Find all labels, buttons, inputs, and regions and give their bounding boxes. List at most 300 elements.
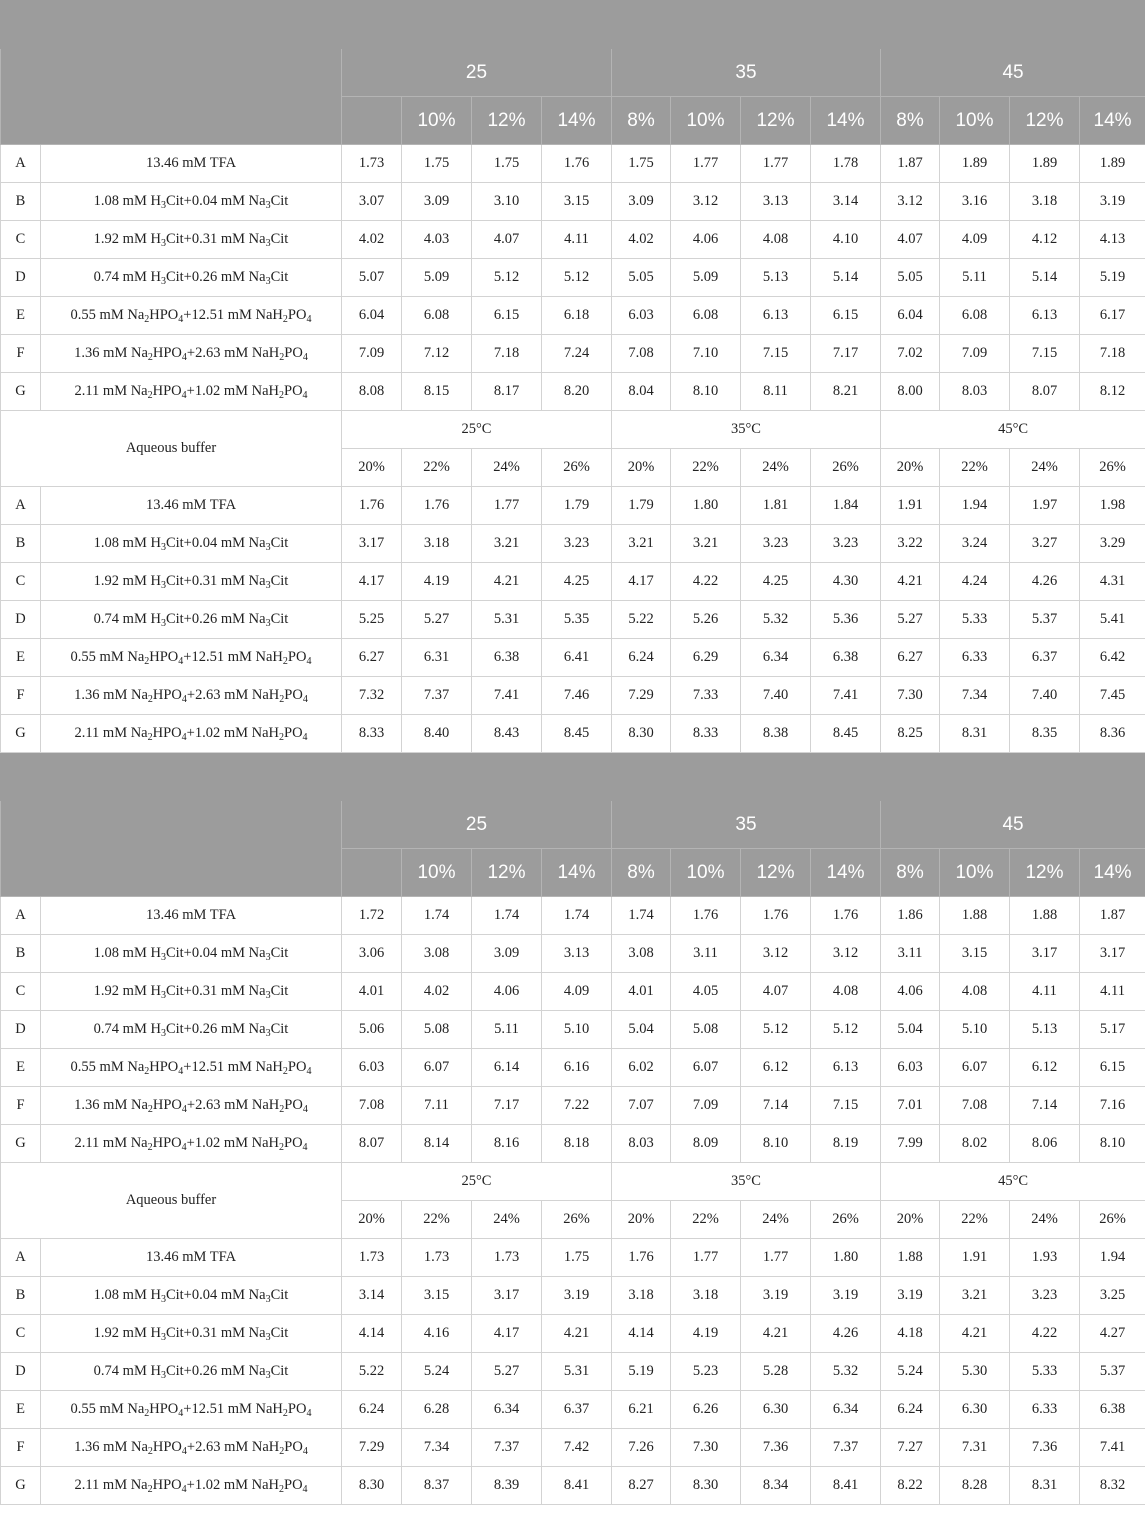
table-row (1, 297, 1145, 335)
value-cell: 8.27 (612, 1467, 671, 1505)
value-cell: 5.05 (612, 259, 671, 297)
value-cell: 8.41 (542, 1467, 612, 1505)
value-cell: 3.23 (542, 525, 612, 563)
value-cell: 1.76 (741, 897, 811, 935)
value-cell: 3.25 (1080, 1277, 1145, 1315)
value-cell: 3.12 (881, 183, 940, 221)
table-row (1, 487, 1145, 525)
value-cell: 4.26 (811, 1315, 881, 1353)
value-cell: 6.21 (612, 1391, 671, 1429)
row-label: D (1, 601, 41, 639)
value-cell: 7.46 (542, 677, 612, 715)
value-cell: 3.13 (542, 935, 612, 973)
column-header: 8% (881, 97, 940, 145)
value-cell: 4.07 (741, 973, 811, 1011)
value-cell: 1.73 (342, 1239, 402, 1277)
value-cell: 1.87 (1080, 897, 1145, 935)
row-label: E (1, 297, 41, 335)
value-cell: 4.21 (881, 563, 940, 601)
sub-header-row (1, 1163, 1145, 1201)
value-cell: 5.07 (342, 259, 402, 297)
value-cell: 5.22 (612, 601, 671, 639)
value-cell: 3.24 (940, 525, 1010, 563)
value-cell: 3.10 (472, 183, 542, 221)
value-cell: 4.24 (940, 563, 1010, 601)
value-cell: 7.45 (1080, 677, 1145, 715)
value-cell: 1.80 (671, 487, 741, 525)
column-header: 22% (671, 449, 741, 487)
value-cell: 3.09 (612, 183, 671, 221)
buffer-composition: 0.74 mM $H_3Cit+0.26$ mM $Na_3Cit$ (41, 259, 342, 297)
value-cell: 7.08 (940, 1087, 1010, 1125)
header-blank-cell (1, 801, 342, 897)
value-cell: 8.25 (881, 715, 940, 753)
value-cell: 4.25 (741, 563, 811, 601)
value-cell: 8.30 (612, 715, 671, 753)
value-cell: 7.14 (741, 1087, 811, 1125)
table-row (1, 897, 1145, 935)
column-header: 10% (402, 97, 472, 145)
value-cell: 7.40 (1010, 677, 1080, 715)
value-cell: 3.23 (811, 525, 881, 563)
column-header: 26% (542, 449, 612, 487)
value-cell: 6.29 (671, 639, 741, 677)
value-cell: 6.04 (881, 297, 940, 335)
value-cell: 3.19 (741, 1277, 811, 1315)
temperature-header: 35°C (612, 1163, 881, 1201)
value-cell: 4.02 (342, 221, 402, 259)
column-header: 12% (472, 849, 542, 897)
table-row (1, 1049, 1145, 1087)
value-cell: 6.15 (811, 297, 881, 335)
value-cell: 6.34 (811, 1391, 881, 1429)
value-cell: 3.21 (472, 525, 542, 563)
value-cell: 1.89 (940, 145, 1010, 183)
row-label: G (1, 1467, 41, 1505)
column-header: 24% (472, 449, 542, 487)
buffer-composition: 1.36 mM $Na_2HPO_4+2.63$ mM $NaH_2PO_4$ (41, 335, 342, 373)
column-header: 26% (1080, 449, 1145, 487)
table-row (1, 1353, 1145, 1391)
value-cell: 5.12 (741, 1011, 811, 1049)
value-cell: 3.19 (881, 1277, 940, 1315)
column-header: 10% (671, 97, 741, 145)
column-header: 22% (940, 449, 1010, 487)
value-cell: 5.11 (940, 259, 1010, 297)
value-cell: 8.30 (671, 1467, 741, 1505)
value-cell: 7.36 (741, 1429, 811, 1467)
value-cell: 6.27 (881, 639, 940, 677)
value-cell: 8.37 (402, 1467, 472, 1505)
group-header-45: 45 (881, 49, 1145, 97)
temperature-header: 35°C (612, 411, 881, 449)
value-cell: 3.14 (342, 1277, 402, 1315)
value-cell: 8.40 (402, 715, 472, 753)
value-cell: 1.74 (472, 897, 542, 935)
column-header: 26% (811, 449, 881, 487)
value-cell: 1.91 (940, 1239, 1010, 1277)
row-label: A (1, 897, 41, 935)
buffer-composition: 2.11 mM $Na_2HPO_4+1.02$ mM $NaH_2PO_4$ (41, 1125, 342, 1163)
buffer-composition: 0.74 mM $H_3Cit+0.26$ mM $Na_3Cit$ (41, 601, 342, 639)
value-cell: 3.18 (671, 1277, 741, 1315)
column-header: 10% (940, 97, 1010, 145)
value-cell: 4.17 (472, 1315, 542, 1353)
value-cell: 5.04 (612, 1011, 671, 1049)
table-row (1, 335, 1145, 373)
value-cell: 7.37 (811, 1429, 881, 1467)
value-cell: 8.03 (940, 373, 1010, 411)
value-cell: 7.27 (881, 1429, 940, 1467)
value-cell: 7.37 (472, 1429, 542, 1467)
column-header: 20% (612, 1201, 671, 1239)
value-cell: 4.03 (402, 221, 472, 259)
value-cell: 5.23 (671, 1353, 741, 1391)
column-header: 20% (881, 1201, 940, 1239)
column-header: 20% (342, 449, 402, 487)
value-cell: 5.09 (671, 259, 741, 297)
value-cell: 7.09 (671, 1087, 741, 1125)
row-label: B (1, 525, 41, 563)
value-cell: 6.38 (811, 639, 881, 677)
value-cell: 3.11 (881, 935, 940, 973)
value-cell: 4.01 (612, 973, 671, 1011)
value-cell: 3.21 (940, 1277, 1010, 1315)
value-cell: 7.02 (881, 335, 940, 373)
value-cell: 7.17 (472, 1087, 542, 1125)
value-cell: 4.13 (1080, 221, 1145, 259)
value-cell: 5.10 (940, 1011, 1010, 1049)
temperature-header: 45°C (881, 1163, 1145, 1201)
value-cell: 8.28 (940, 1467, 1010, 1505)
row-label: A (1, 1239, 41, 1277)
value-cell: 1.98 (1080, 487, 1145, 525)
value-cell: 1.72 (342, 897, 402, 935)
value-cell: 6.38 (1080, 1391, 1145, 1429)
value-cell: 6.08 (402, 297, 472, 335)
value-cell: 3.15 (940, 935, 1010, 973)
value-cell: 7.14 (1010, 1087, 1080, 1125)
value-cell: 8.11 (741, 373, 811, 411)
value-cell: 7.22 (542, 1087, 612, 1125)
value-cell: 3.19 (811, 1277, 881, 1315)
value-cell: 8.36 (1080, 715, 1145, 753)
value-cell: 7.41 (472, 677, 542, 715)
value-cell: 6.07 (402, 1049, 472, 1087)
value-cell: 5.31 (472, 601, 542, 639)
table-row (1, 1125, 1145, 1163)
value-cell: 1.76 (342, 487, 402, 525)
column-header: 14% (1080, 97, 1145, 145)
value-cell: 7.33 (671, 677, 741, 715)
temperature-header: 25°C (342, 411, 612, 449)
group-header-35: 35 (612, 801, 881, 849)
value-cell: 6.26 (671, 1391, 741, 1429)
value-cell: 3.23 (1010, 1277, 1080, 1315)
row-label: E (1, 639, 41, 677)
column-header: 8% (612, 97, 671, 145)
value-cell: 7.18 (472, 335, 542, 373)
row-label: C (1, 973, 41, 1011)
value-cell: 3.29 (1080, 525, 1145, 563)
value-cell: 4.08 (940, 973, 1010, 1011)
value-cell: 6.08 (671, 297, 741, 335)
value-cell: 7.40 (741, 677, 811, 715)
value-cell: 4.17 (612, 563, 671, 601)
value-cell: 5.09 (402, 259, 472, 297)
value-cell: 5.14 (811, 259, 881, 297)
value-cell: 3.17 (1010, 935, 1080, 973)
value-cell: 8.10 (671, 373, 741, 411)
value-cell: 6.33 (1010, 1391, 1080, 1429)
value-cell: 6.31 (402, 639, 472, 677)
value-cell: 1.73 (402, 1239, 472, 1277)
value-cell: 5.17 (1080, 1011, 1145, 1049)
value-cell: 7.08 (612, 335, 671, 373)
value-cell: 1.94 (940, 487, 1010, 525)
value-cell: 6.37 (542, 1391, 612, 1429)
value-cell: 5.08 (402, 1011, 472, 1049)
buffer-composition: 13.46 mM TFA (41, 897, 342, 935)
buffer-composition: 1.08 mM $H_3Cit+0.04$ mM $Na_3Cit$ (41, 525, 342, 563)
sub-header-row (1, 411, 1145, 449)
column-header: 24% (741, 449, 811, 487)
value-cell: 3.15 (402, 1277, 472, 1315)
buffer-composition: 0.55 mM $Na_2HPO_4+12.51$ mM $NaH_2PO_4$ (41, 639, 342, 677)
column-header: 26% (811, 1201, 881, 1239)
column-header: 14% (811, 97, 881, 145)
value-cell: 5.37 (1080, 1353, 1145, 1391)
value-cell: 6.13 (741, 297, 811, 335)
column-header: 14% (542, 97, 612, 145)
value-cell: 1.84 (811, 487, 881, 525)
value-cell: 3.09 (402, 183, 472, 221)
value-cell: 3.08 (612, 935, 671, 973)
value-cell: 4.27 (1080, 1315, 1145, 1353)
value-cell: 8.09 (671, 1125, 741, 1163)
value-cell: 1.77 (741, 145, 811, 183)
value-cell: 6.34 (472, 1391, 542, 1429)
value-cell: 8.33 (671, 715, 741, 753)
value-cell: 6.12 (741, 1049, 811, 1087)
value-cell: 3.19 (1080, 183, 1145, 221)
table-row (1, 1315, 1145, 1353)
buffer-composition: 1.92 mM $H_3Cit+0.31$ mM $Na_3Cit$ (41, 221, 342, 259)
value-cell: 5.33 (940, 601, 1010, 639)
value-cell: 5.08 (671, 1011, 741, 1049)
value-cell: 4.02 (612, 221, 671, 259)
value-cell: 4.11 (1010, 973, 1080, 1011)
value-cell: 4.02 (402, 973, 472, 1011)
value-cell: 8.45 (811, 715, 881, 753)
value-cell: 6.30 (940, 1391, 1010, 1429)
title-bar-cell (1, 753, 1145, 801)
value-cell: 7.41 (1080, 1429, 1145, 1467)
value-cell: 6.38 (472, 639, 542, 677)
value-cell: 8.15 (402, 373, 472, 411)
value-cell: 8.16 (472, 1125, 542, 1163)
table-row (1, 677, 1145, 715)
value-cell: 1.75 (542, 1239, 612, 1277)
buffer-composition: 0.74 mM $H_3Cit+0.26$ mM $Na_3Cit$ (41, 1011, 342, 1049)
buffer-composition: 1.36 mM $Na_2HPO_4+2.63$ mM $NaH_2PO_4$ (41, 1087, 342, 1125)
value-cell: 3.17 (472, 1277, 542, 1315)
value-cell: 7.30 (881, 677, 940, 715)
column-header: 10% (940, 849, 1010, 897)
table-row (1, 1277, 1145, 1315)
value-cell: 3.18 (402, 525, 472, 563)
row-label: B (1, 935, 41, 973)
value-cell: 3.22 (881, 525, 940, 563)
column-header (342, 849, 402, 897)
table-row (1, 1087, 1145, 1125)
title-bar-cell (1, 1, 1145, 49)
value-cell: 1.78 (811, 145, 881, 183)
value-cell: 6.41 (542, 639, 612, 677)
row-label: G (1, 715, 41, 753)
panel-title-bar (1, 753, 1145, 801)
value-cell: 5.13 (741, 259, 811, 297)
value-cell: 6.24 (612, 639, 671, 677)
value-cell: 8.19 (811, 1125, 881, 1163)
value-cell: 1.74 (542, 897, 612, 935)
buffer-composition: 13.46 mM TFA (41, 487, 342, 525)
column-header: 26% (542, 1201, 612, 1239)
table-row (1, 563, 1145, 601)
value-cell: 1.88 (940, 897, 1010, 935)
row-label: F (1, 1429, 41, 1467)
value-cell: 7.36 (1010, 1429, 1080, 1467)
value-cell: 1.88 (881, 1239, 940, 1277)
value-cell: 8.03 (612, 1125, 671, 1163)
value-cell: 4.19 (402, 563, 472, 601)
value-cell: 3.21 (671, 525, 741, 563)
column-header: 22% (671, 1201, 741, 1239)
row-label: G (1, 373, 41, 411)
value-cell: 6.30 (741, 1391, 811, 1429)
column-header: 24% (741, 1201, 811, 1239)
buffer-composition: 1.92 mM $H_3Cit+0.31$ mM $Na_3Cit$ (41, 1315, 342, 1353)
group-header-35: 35 (612, 49, 881, 97)
value-cell: 5.12 (472, 259, 542, 297)
table-row (1, 145, 1145, 183)
value-cell: 7.41 (811, 677, 881, 715)
temperature-header: 25°C (342, 1163, 612, 1201)
table-row (1, 259, 1145, 297)
value-cell: 5.12 (811, 1011, 881, 1049)
value-cell: 8.14 (402, 1125, 472, 1163)
value-cell: 7.01 (881, 1087, 940, 1125)
value-cell: 8.43 (472, 715, 542, 753)
value-cell: 1.76 (542, 145, 612, 183)
value-cell: 1.77 (741, 1239, 811, 1277)
value-cell: 3.14 (811, 183, 881, 221)
column-header: 12% (472, 97, 542, 145)
value-cell: 4.11 (1080, 973, 1145, 1011)
value-cell: 8.45 (542, 715, 612, 753)
row-label: F (1, 1087, 41, 1125)
value-cell: 6.15 (472, 297, 542, 335)
table-row (1, 1391, 1145, 1429)
value-cell: 4.31 (1080, 563, 1145, 601)
value-cell: 7.31 (940, 1429, 1010, 1467)
column-header: 12% (1010, 97, 1080, 145)
group-header-row (1, 801, 1145, 849)
buffer-composition: 13.46 mM TFA (41, 1239, 342, 1277)
value-cell: 3.12 (671, 183, 741, 221)
value-cell: 1.89 (1080, 145, 1145, 183)
value-cell: 4.08 (811, 973, 881, 1011)
value-cell: 4.19 (671, 1315, 741, 1353)
value-cell: 4.07 (881, 221, 940, 259)
column-header: 12% (741, 849, 811, 897)
column-header: 26% (1080, 1201, 1145, 1239)
value-cell: 7.15 (1010, 335, 1080, 373)
buffer-composition: 1.92 mM $H_3Cit+0.31$ mM $Na_3Cit$ (41, 563, 342, 601)
value-cell: 1.80 (811, 1239, 881, 1277)
value-cell: 7.15 (811, 1087, 881, 1125)
value-cell: 8.39 (472, 1467, 542, 1505)
value-cell: 5.04 (881, 1011, 940, 1049)
value-cell: 4.06 (472, 973, 542, 1011)
value-cell: 6.13 (811, 1049, 881, 1087)
row-label: D (1, 1011, 41, 1049)
value-cell: 4.01 (342, 973, 402, 1011)
value-cell: 4.25 (542, 563, 612, 601)
value-cell: 1.76 (402, 487, 472, 525)
value-cell: 6.08 (940, 297, 1010, 335)
value-cell: 8.08 (342, 373, 402, 411)
column-header: 14% (811, 849, 881, 897)
value-cell: 7.12 (402, 335, 472, 373)
value-cell: 8.07 (342, 1125, 402, 1163)
value-cell: 8.33 (342, 715, 402, 753)
value-cell: 8.10 (1080, 1125, 1145, 1163)
value-cell: 6.17 (1080, 297, 1145, 335)
value-cell: 5.11 (472, 1011, 542, 1049)
value-cell: 5.32 (811, 1353, 881, 1391)
value-cell: 4.07 (472, 221, 542, 259)
value-cell: 1.94 (1080, 1239, 1145, 1277)
value-cell: 4.10 (811, 221, 881, 259)
value-cell: 8.02 (940, 1125, 1010, 1163)
value-cell: 4.05 (671, 973, 741, 1011)
value-cell: 8.35 (1010, 715, 1080, 753)
value-cell: 8.18 (542, 1125, 612, 1163)
value-cell: 4.22 (1010, 1315, 1080, 1353)
value-cell: 6.28 (402, 1391, 472, 1429)
value-cell: 1.75 (612, 145, 671, 183)
column-header: 12% (741, 97, 811, 145)
value-cell: 8.22 (881, 1467, 940, 1505)
buffer-composition: 2.11 mM $Na_2HPO_4+1.02$ mM $NaH_2PO_4$ (41, 715, 342, 753)
value-cell: 1.79 (542, 487, 612, 525)
group-header-row (1, 49, 1145, 97)
value-cell: 5.41 (1080, 601, 1145, 639)
value-cell: 5.27 (402, 601, 472, 639)
column-header: 20% (881, 449, 940, 487)
value-cell: 4.09 (542, 973, 612, 1011)
column-header (342, 97, 402, 145)
table-row (1, 973, 1145, 1011)
value-cell: 3.18 (612, 1277, 671, 1315)
value-cell: 1.97 (1010, 487, 1080, 525)
value-cell: 6.07 (940, 1049, 1010, 1087)
column-header: 8% (612, 849, 671, 897)
value-cell: 4.11 (542, 221, 612, 259)
buffer-composition: 0.74 mM $H_3Cit+0.26$ mM $Na_3Cit$ (41, 1353, 342, 1391)
value-cell: 8.31 (1010, 1467, 1080, 1505)
